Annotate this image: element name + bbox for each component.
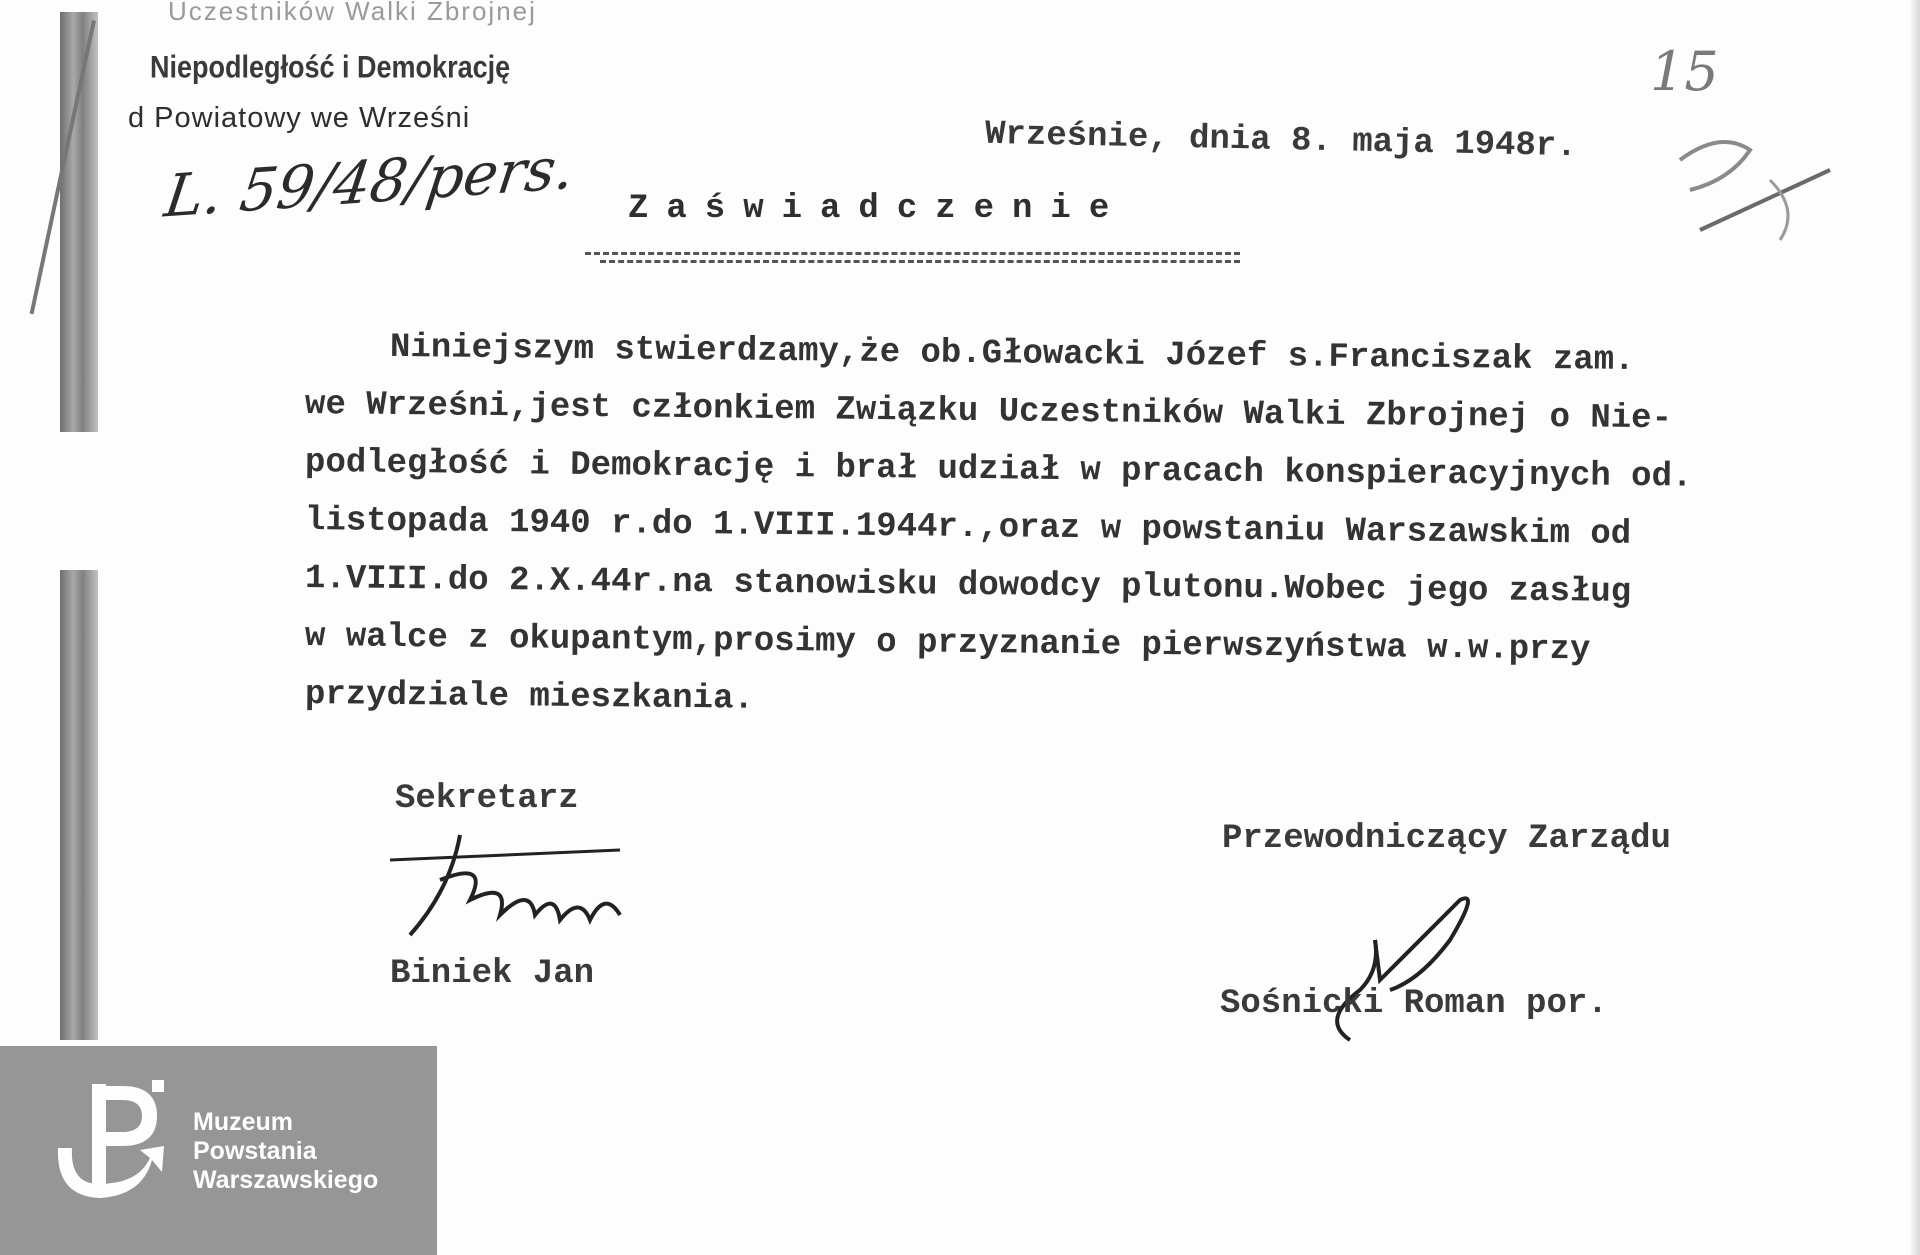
body-line: Niniejszym stwierdzamy,że ob.Głowacki Józef s.Franciszak zam. <box>389 328 1635 380</box>
chairman-title: Przewodniczący Zarządu <box>1222 820 1671 858</box>
body-line: podległość i Demokrację i brał udział w pracach konspieracyjnych od. <box>304 444 1693 497</box>
body-line: listopada 1940 r.do 1.VIII.1944r.,oraz w powstaniu Warszawskim od <box>304 502 1632 554</box>
museum-name-line: Warszawskiego <box>193 1166 379 1194</box>
museum-name <box>193 1108 378 1195</box>
body-line: we Wrześni,jest członkiem Związku Uczestników Walki Zbrojnej o Nie- <box>304 386 1673 439</box>
place-and-date: Wrześnie, dnia 8. maja 1948r. <box>984 115 1578 167</box>
heading-underline-2 <box>600 260 1240 263</box>
handwritten-corner-number: 15 <box>1650 40 1719 103</box>
stamp-line-2: Niepodległość i Demokrację <box>150 49 511 85</box>
secretary-signature <box>370 820 650 950</box>
secretary-name: Biniek Jan <box>390 955 595 993</box>
page-edge <box>1910 0 1920 1255</box>
secretary-title: Sekretarz <box>395 780 579 818</box>
museum-name-line: Powstania <box>193 1137 317 1165</box>
museum-name-line: Muzeum <box>193 1108 293 1136</box>
document-heading: Zaświadczenie <box>628 190 1128 228</box>
handwritten-file-number: L. 59/48/pers. <box>160 133 579 231</box>
chairman-signature <box>1280 880 1500 1050</box>
museum-watermark <box>0 1046 437 1255</box>
body-line: 1.VIII.do 2.X.44r.na stanowisku dowodcy plutonu.Wobec jego zasług <box>304 560 1632 612</box>
certificate-body <box>305 318 1905 724</box>
stamp-line-3: d Powiatowy we Wrześni <box>128 102 471 134</box>
stamp-line-1: Uczestników Walki Zbrojnej <box>168 0 537 26</box>
heading-underline <box>585 252 1240 255</box>
kotwica-anchor-icon <box>52 1076 172 1206</box>
corner-scrawl <box>1660 110 1840 250</box>
body-line: przydziale mieszkania. <box>304 676 755 719</box>
body-line: w walce z okupantym,prosimy o przyznanie pierwszyństwa w.w.przy <box>304 618 1591 670</box>
binding-shadow-top <box>60 12 98 432</box>
binding-shadow-bottom <box>60 570 98 1040</box>
chairman-name: Sośnicki Roman por. <box>1220 985 1608 1023</box>
